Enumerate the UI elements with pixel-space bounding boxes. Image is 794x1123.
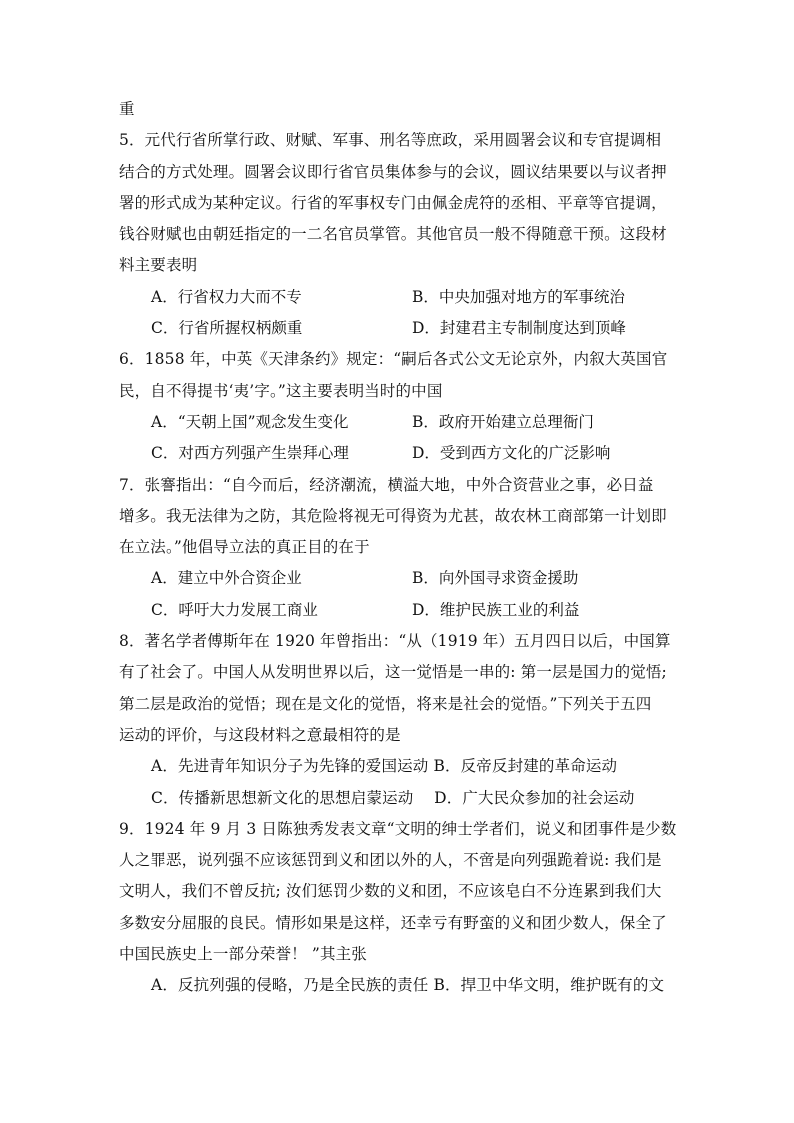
question-7-line-1: 7．张謇指出：“自今而后，经济潮流，横溢大地，中外合资营业之事，必日益 <box>119 475 654 494</box>
continuation-text: 重 <box>119 100 135 118</box>
question-5-option-d[interactable]: D．封建君主专制制度达到顶峰 <box>412 319 626 338</box>
question-9-line-2: 人之罪恶，说列强不应该惩罚到义和团以外的人，不啻是向列强跪着说: 我们是 <box>119 851 662 870</box>
question-5-line-2: 结合的方式处理。圆署会议即行省官员集体参与的会议，圆议结果要以与议者押 <box>119 162 667 181</box>
question-5-line-4: 钱谷财赋也由朝廷指定的一二名官员掌管。其他官员一般不得随意干预。这段材 <box>119 225 667 244</box>
question-7-line-2: 增多。我无法律为之防，其危险将视无可得资为尤甚，故农林工商部第一计划即 <box>119 506 667 525</box>
question-5-options-row-2 <box>119 313 679 344</box>
question-6-line-2: 民，自不得提书‘夷’字。”这主要表明当时的中国 <box>119 381 443 400</box>
question-6 <box>119 344 679 469</box>
question-9-line-4: 多数安分屈服的良民。情形如果是这样，还幸亏有野蛮的义和团少数人，保全了 <box>119 913 667 932</box>
page-content <box>119 94 679 1002</box>
question-6-option-d[interactable]: D．受到西方文化的广泛影响 <box>412 444 611 463</box>
question-6-line-1: 6．1858 年，中英《天津条约》规定：“嗣后各式公文无论京外，内叙大英国官 <box>119 350 668 369</box>
question-9-line-1: 9．1924 年 9 月 3 日陈独秀发表文章“文明的绅士学者们，说义和团事件是少数 <box>119 819 677 838</box>
question-7-option-d[interactable]: D．维护民族工业的利益 <box>412 600 580 619</box>
question-8-options-row-2[interactable]: C．传播新思想新文化的思想启蒙运动 D．广大民众参加的社会运动 <box>151 788 635 807</box>
question-6-option-b[interactable]: B．政府开始建立总理衙门 <box>412 412 594 431</box>
question-5-options-row-1 <box>119 282 679 313</box>
question-9 <box>119 814 679 1002</box>
question-9-options-row-1[interactable]: A．反抗列强的侵略，乃是全民族的责任 B．捍卫中华文明，维护既有的文 <box>151 976 665 995</box>
question-5 <box>119 125 679 344</box>
question-6-options-row-2 <box>119 438 679 469</box>
question-8-line-4: 运动的评价，与这段材料之意最相符的是 <box>119 725 401 744</box>
question-9-line-5: 中国民族史上一部分荣誉！ ”其主张 <box>119 945 367 964</box>
question-7-line-3: 在立法。”他倡导立法的真正目的在于 <box>119 538 370 557</box>
question-7-options-row-2 <box>119 595 679 626</box>
question-5-option-c[interactable]: C．行省所握权柄颇重 <box>151 319 303 338</box>
question-8-line-1: 8．著名学者傅斯年在 1920 年曾指出：“从（1919 年）五月四日以后，中国算 <box>119 632 671 651</box>
question-5-option-a[interactable]: A．行省权力大而不专 <box>151 287 302 306</box>
question-6-option-c[interactable]: C．对西方列强产生崇拜心理 <box>151 444 349 463</box>
question-6-option-a[interactable]: A．“天朝上国”观念发生变化 <box>151 412 349 431</box>
question-7-option-c[interactable]: C．呼吁大力发展工商业 <box>151 600 318 619</box>
question-8-line-3: 第二层是政治的觉悟；现在是文化的觉悟，将来是社会的觉悟。”下列关于五四 <box>119 694 652 713</box>
question-7-option-b[interactable]: B．向外国寻求资金援助 <box>412 569 579 588</box>
question-7 <box>119 470 679 626</box>
question-5-line-3: 署的形式成为某种定议。行省的军事权专门由佩金虎符的丞相、平章等官提调， <box>119 193 667 212</box>
question-7-options-row-1 <box>119 563 679 594</box>
question-8-options-row-1[interactable]: A．先进青年知识分子为先锋的爱国运动 B．反帝反封建的革命运动 <box>151 757 618 776</box>
question-9-line-3: 文明人，我们不曾反抗; 汝们惩罚少数的义和团，不应该皂白不分连累到我们大 <box>119 882 662 901</box>
question-6-options-row-1 <box>119 407 679 438</box>
question-7-option-a[interactable]: A．建立中外合资企业 <box>151 569 302 588</box>
question-5-line-5: 料主要表明 <box>119 256 198 275</box>
question-5-option-b[interactable]: B．中央加强对地方的军事统治 <box>412 287 625 306</box>
question-8-line-2: 有了社会了。中国人从发明世界以后，这一觉悟是一串的: 第一层是国力的觉悟; <box>119 663 667 682</box>
question-8 <box>119 626 679 814</box>
question-5-line-1: 5．元代行省所掌行政、财赋、军事、刑名等庶政，采用圆署会议和专官提调相 <box>119 131 662 150</box>
